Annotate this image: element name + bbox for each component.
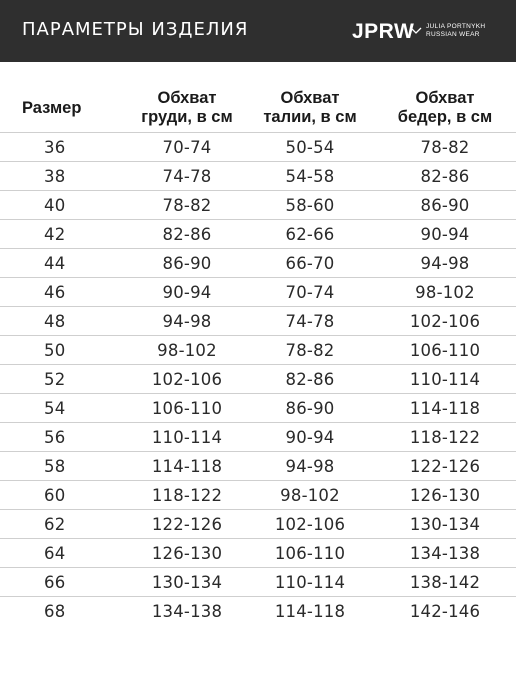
column-header (374, 84, 516, 133)
measurement-cell: 102-106 (409, 311, 481, 331)
measurement-cell: 70-74 (285, 282, 335, 302)
measurement-cell: 78-82 (420, 137, 470, 157)
measurement-cell: 114-118 (274, 601, 346, 621)
measurement-cell: 66-70 (285, 253, 335, 273)
measurement-cell: 74-78 (162, 166, 212, 186)
size-cell: 68 (44, 601, 66, 621)
measurement-cell: 118-122 (151, 485, 223, 505)
size-cell: 36 (44, 137, 66, 157)
column-header-line: Размер (22, 98, 82, 117)
brand-subtitle-line2: RUSSIAN WEAR (426, 31, 480, 38)
measurement-cell: 122-126 (409, 456, 481, 476)
measurement-cell: 122-126 (151, 514, 223, 534)
measurement-cell: 134-138 (409, 543, 481, 563)
size-cell: 52 (44, 369, 66, 389)
table-row (0, 597, 516, 626)
brand-logo: JPRW (352, 20, 415, 43)
size-cell: 50 (44, 340, 66, 360)
table-row (0, 307, 516, 336)
measurement-cell: 50-54 (285, 137, 335, 157)
column-header-line: бедер, в см (397, 108, 493, 126)
measurement-cell: 54-58 (285, 166, 335, 186)
brand-subtitle (426, 23, 485, 39)
measurement-cell: 90-94 (420, 224, 470, 244)
size-cell: 58 (44, 456, 66, 476)
table-row (0, 162, 516, 191)
size-cell: 60 (44, 485, 66, 505)
size-cell: 56 (44, 427, 66, 447)
table-row (0, 133, 516, 162)
size-table (0, 84, 516, 625)
measurement-cell: 78-82 (162, 195, 212, 215)
table-row (0, 336, 516, 365)
measurement-cell: 58-60 (285, 195, 335, 215)
size-cell: 48 (44, 311, 66, 331)
measurement-cell: 102-106 (274, 514, 346, 534)
measurement-cell: 134-138 (151, 601, 223, 621)
table-header-row (0, 84, 516, 133)
measurement-cell: 98-102 (280, 485, 340, 505)
measurement-cell: 62-66 (285, 224, 335, 244)
table-row (0, 423, 516, 452)
measurement-cell: 130-134 (151, 572, 223, 592)
measurement-cell: 126-130 (151, 543, 223, 563)
measurement-cell: 94-98 (285, 456, 335, 476)
page-title: ПАРАМЕТРЫ ИЗДЕЛИЯ (22, 19, 249, 40)
size-cell: 42 (44, 224, 66, 244)
measurement-cell: 110-114 (151, 427, 223, 447)
measurement-cell: 94-98 (420, 253, 470, 273)
measurement-cell: 106-110 (274, 543, 346, 563)
column-header-line: груди, в см (141, 108, 233, 126)
table-row (0, 278, 516, 307)
measurement-cell: 118-122 (409, 427, 481, 447)
size-cell: 66 (44, 572, 66, 592)
measurement-cell: 90-94 (285, 427, 335, 447)
measurement-cell: 70-74 (162, 137, 212, 157)
measurement-cell: 82-86 (285, 369, 335, 389)
measurement-cell: 114-118 (409, 398, 481, 418)
size-cell: 46 (44, 282, 66, 302)
measurement-cell: 142-146 (409, 601, 481, 621)
measurement-cell: 90-94 (162, 282, 212, 302)
measurement-cell: 110-114 (274, 572, 346, 592)
table-row (0, 510, 516, 539)
column-header-line: Обхват (280, 89, 340, 107)
measurement-cell: 106-110 (409, 340, 481, 360)
column-header-line: Обхват (415, 89, 475, 107)
measurement-cell: 138-142 (409, 572, 481, 592)
table-row (0, 394, 516, 423)
measurement-cell: 106-110 (151, 398, 223, 418)
measurement-cell: 74-78 (285, 311, 335, 331)
measurement-cell: 86-90 (420, 195, 470, 215)
table-row (0, 220, 516, 249)
measurement-cell: 98-102 (157, 340, 217, 360)
column-header-line: Обхват (157, 89, 217, 107)
size-cell: 40 (44, 195, 66, 215)
table-row (0, 365, 516, 394)
size-cell: 62 (44, 514, 66, 534)
table-row (0, 249, 516, 278)
size-cell: 38 (44, 166, 66, 186)
measurement-cell: 102-106 (151, 369, 223, 389)
column-header (246, 84, 374, 133)
chevron-down-icon (410, 26, 422, 36)
table-row (0, 539, 516, 568)
table-row (0, 568, 516, 597)
size-cell: 44 (44, 253, 66, 273)
table-body (0, 133, 516, 626)
measurement-cell: 86-90 (162, 253, 212, 273)
column-header (128, 84, 246, 133)
table-row (0, 481, 516, 510)
size-cell: 54 (44, 398, 66, 418)
column-header (0, 84, 128, 133)
measurement-cell: 94-98 (162, 311, 212, 331)
measurement-cell: 130-134 (409, 514, 481, 534)
measurement-cell: 82-86 (162, 224, 212, 244)
measurement-cell: 78-82 (285, 340, 335, 360)
measurement-cell: 82-86 (420, 166, 470, 186)
measurement-cell: 110-114 (409, 369, 481, 389)
measurement-cell: 126-130 (409, 485, 481, 505)
measurement-cell: 114-118 (151, 456, 223, 476)
table-row (0, 191, 516, 220)
measurement-cell: 98-102 (415, 282, 475, 302)
column-header-line: талии, в см (263, 108, 357, 126)
table-row (0, 452, 516, 481)
size-cell: 64 (44, 543, 66, 563)
header-bar (0, 0, 516, 62)
measurement-cell: 86-90 (285, 398, 335, 418)
brand-subtitle-line1: JULIA PORTNYKH (426, 23, 486, 30)
